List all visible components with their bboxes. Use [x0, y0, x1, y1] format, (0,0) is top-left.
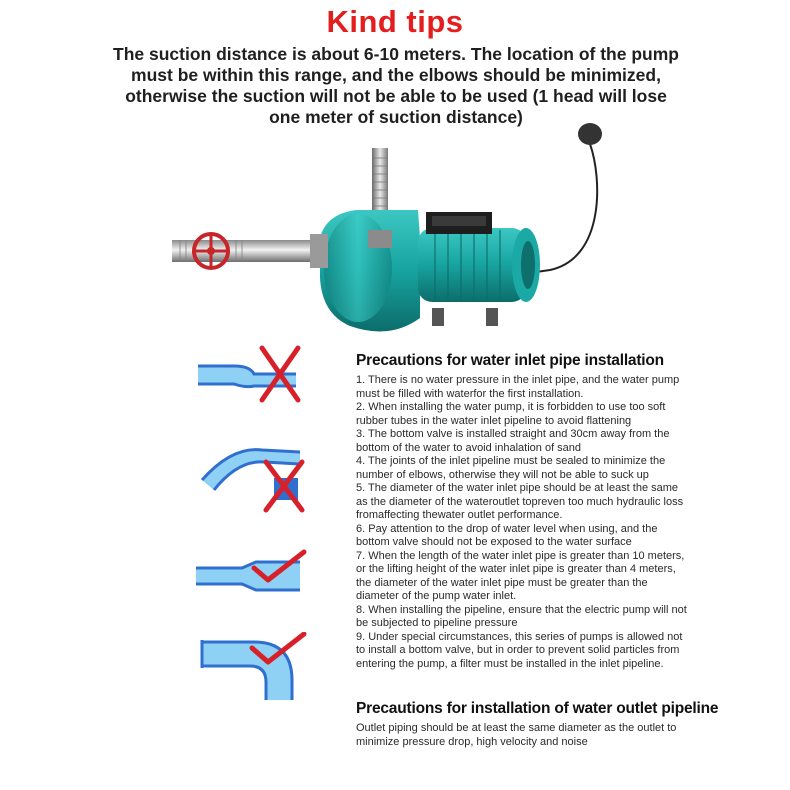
list-item: 7. When the length of the water inlet pipe is greater than 10 meters, or the lifting height of the water inlet pipe is greater than 4 meters, the diameter of the water inlet pipe must be greater than the diameter of the pump water inlet.: [356, 549, 685, 602]
list-item: 9. Under special circumstances, this series of pumps is allowed not to install a bottom valve, but in order to prevent solid particles from entering the pump, a filter must be installed in the inlet pipeline.: [356, 630, 683, 670]
flattened-pipe-diagram: [192, 340, 332, 420]
inlet-section-title: Precautions for water inlet pipe installation: [356, 352, 664, 369]
pump-illustration: [150, 118, 620, 350]
outlet-section-title: Precautions for installation of water outlet pipeline: [356, 700, 719, 717]
list-item: 2. When installing the water pump, it is forbidden to use too soft rubber tubes in the water inlet pipeline to avoid flattening: [356, 401, 666, 427]
list-item: 3. The bottom valve is installed straight and 30cm away from the bottom of the water to avoid inhalation of sand: [356, 428, 670, 454]
list-item: 4. The joints of the inlet pipeline must be sealed to minimize the number of elbows, otherwise they will not be able to suck up: [356, 455, 666, 481]
reducer-pipe-diagram: [192, 548, 332, 606]
outlet-precaution-text: Outlet piping should be at least the same diameter as the outlet to minimize pressure drop, high velocity and noise: [356, 722, 677, 748]
intro-text: The suction distance is about 6-10 meters. The location of the pump must be within this range, and the elbows should be minimized, otherwise the suction will not be able to be used (1 head will lose one meter of suction distance): [113, 44, 679, 127]
elbow-pipe-diagram: [192, 632, 332, 704]
valve-icon: [194, 234, 228, 268]
inlet-precautions-list: [356, 374, 688, 671]
list-item: 6. Pay attention to the drop of water level when using, and the bottom valve should not be exposed to the water surface: [356, 522, 658, 548]
arched-pipe-diagram: [192, 440, 332, 518]
list-item: 8. When installing the pipeline, ensure that the electric pump will not be subjected to pipeline pressure: [356, 603, 687, 629]
list-item: 1. There is no water pressure in the inlet pipe, and the water pump must be filled with waterfor the first installation.: [356, 374, 680, 400]
list-item: 5. The diameter of the water inlet pipe should be at least the same as the diameter of the wateroutlet topreven too much hydraulic loss fromaffecting thewater outlet performance.: [356, 482, 684, 521]
page-title: Kind tips: [326, 4, 464, 39]
